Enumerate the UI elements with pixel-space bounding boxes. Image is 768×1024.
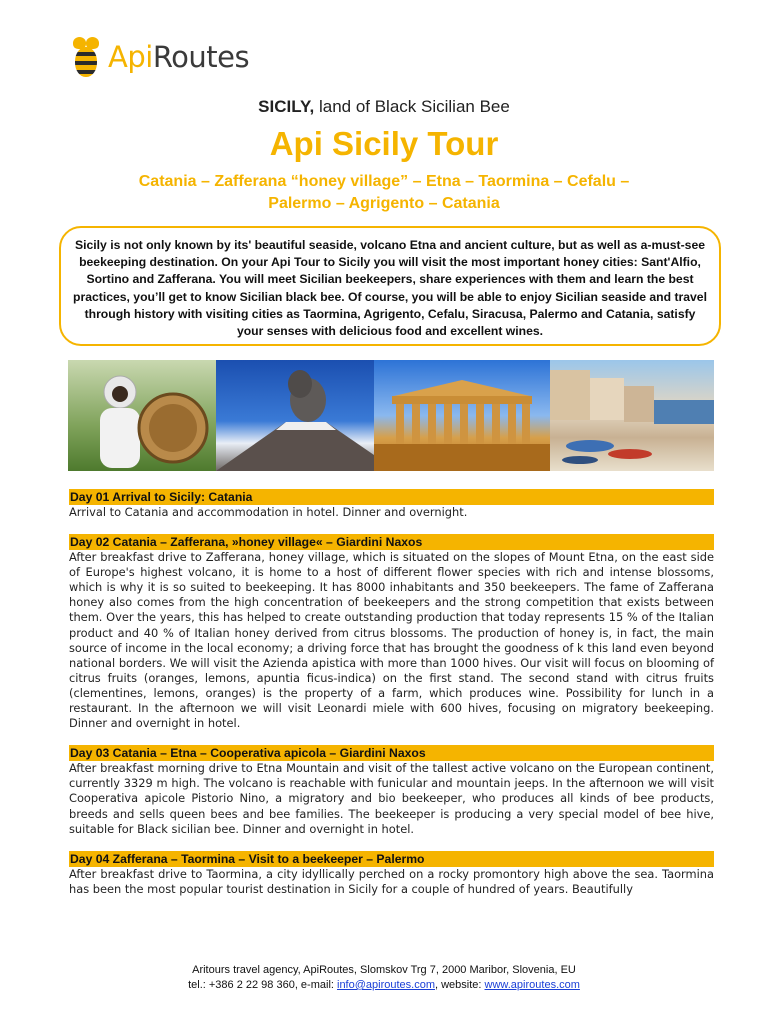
page-title: Api Sicily Tour: [269, 125, 499, 162]
photo-beekeeper: [68, 360, 216, 471]
page-footer: [0, 963, 768, 993]
footer-address: Aritours travel agency, ApiRoutes, Slomskov Trg 7, 2000 Maribor, Slovenia, EU: [192, 964, 576, 976]
bee-icon: [72, 37, 100, 77]
day-description: After breakfast drive to Zafferana, honey village, which is situated on the slopes of Mount Etna, on the east side of Europe's highest volcano, it is home to a host of different flower species with rich and intense blossoms, which is why it is so suited to beekeeping. It has 8000 inhabitants and 350 beekeepers. The fame of Zafferana honey also comes from the high concentration of beekeepers and the strong competition that exists between them. Over the years, this has helped to create outstanding production that today represents 15 % of the Italian product and 40 % of Italian honey derived from citrus blossoms. The production of honey is, in fact, the main source of income in the local economy; a driving force that has brought the goodness of k this land even beyond national borders. We will visit the Azienda apistica with more than 1000 hives. Our visit will focus on blooming of citrus fruits (oranges, lemons, apuntia ficus-indica) on the first stand. The second stand with citrus fruits (clementines, lemons, oranges) is the property of a farm, which produces wine. Possibility for lunch in a restaurant. In the afternoon we will visit Leonardi miele with 600 hives, focusing on migratory beekeeping. Dinner and overnight in hotel.: [69, 550, 714, 731]
photo-agrigento-temple: [374, 360, 550, 471]
footer-contact: tel.: +386 2 22 98 360, e-mail: info@apiroutes.com, website: www.apiroutes.com: [188, 979, 580, 991]
photo-etna-volcano: [216, 360, 374, 471]
day-description: Arrival to Catania and accommodation in hotel. Dinner and overnight.: [69, 505, 468, 519]
day-heading: Day 04 Zafferana – Taormina – Visit to a beekeeper – Palermo: [69, 851, 714, 867]
apiroutes-logo: [72, 36, 249, 78]
day-heading: Day 02 Catania – Zafferana, »honey village« – Giardini Naxos: [69, 534, 714, 550]
itinerary-day: [69, 851, 714, 897]
brand-name: ApiRoutes: [108, 40, 250, 74]
tour-route: Catania – Zafferana “honey village” – Etna – Taormina – Cefalu – Palermo – Agrigento – Catania: [138, 173, 630, 212]
itinerary: [69, 489, 714, 911]
photo-cefalu-beach: [550, 360, 714, 471]
itinerary-day: [69, 534, 714, 731]
day-description: After breakfast morning drive to Etna Mountain and visit of the tallest active volcano on the European continent, currently 3329 m high. The volcano is reachable with funicular and mountain jeeps. In the afternoon we will visit Cooperativa apicole Pistorio Nino, a migratory and bio beekeeper, who produces all kinds of bee products, breeds and sells queen bees and bee families. The beekeeper is producing a very special model of bee hive, suitable for Black sicilian bee. Dinner and overnight in hotel.: [69, 761, 714, 836]
photo-strip: [68, 360, 714, 471]
email-link[interactable]: info@apiroutes.com: [337, 979, 435, 991]
itinerary-day: [69, 489, 714, 520]
website-link[interactable]: www.apiroutes.com: [484, 979, 580, 991]
itinerary-day: [69, 745, 714, 836]
day-heading: Day 03 Catania – Etna – Cooperativa apicola – Giardini Naxos: [69, 745, 714, 761]
day-heading: Day 01 Arrival to Sicily: Catania: [69, 489, 714, 505]
intro-box: Sicily is not only known by its' beautiful seaside, volcano Etna and ancient culture, but as well as a-must-see beekeeping destination. On your Api Tour to Sicily you will visit the most important honey cities: Sant'Alfio, Sortino and Zafferana. You will meet Sicilian beekeepers, share experiences with them and learn the best practices, you’ll get to know Sicilian black bee. Of course, you will be able to enjoy Sicilian seaside and travel through history with visiting cities as Taormina, Agrigento, Cefalu, Siracusa, Palermo and Catania, satisfy your senses with delicious food and excellent wines.: [59, 226, 721, 346]
page-subtitle: SICILY, land of Black Sicilian Bee: [258, 97, 510, 116]
day-description: After breakfast drive to Taormina, a city idyllically perched on a rocky promontory high above the sea. Taormina has been the most popular tourist destination in Sicily for a couple of hundred of years. Beautifully: [69, 866, 714, 896]
